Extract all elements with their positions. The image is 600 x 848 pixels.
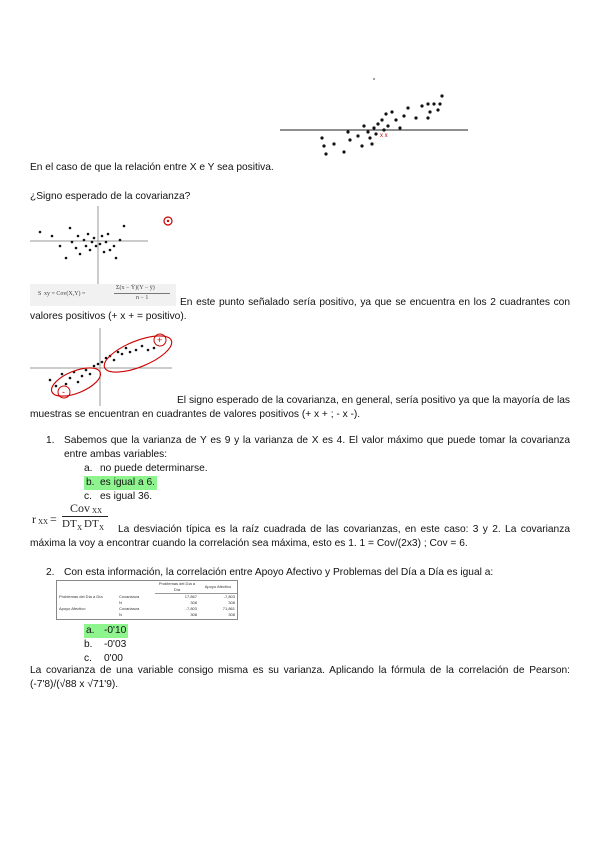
scatter-point bbox=[117, 351, 120, 354]
scatter-point bbox=[79, 253, 82, 256]
scatter-point bbox=[51, 235, 54, 238]
scatter-point bbox=[362, 124, 365, 127]
scatter-point bbox=[390, 110, 393, 113]
question-2-explanation: La covarianza de una variable consigo misma es su varianza. Aplicando la fórmula de la correlación de Pearson: (-7'8)/(√88 x √71'9). bbox=[30, 665, 570, 690]
scatter-point bbox=[103, 251, 106, 254]
scatter-point bbox=[85, 369, 88, 372]
scatter-point bbox=[71, 241, 74, 244]
scatter-point bbox=[55, 385, 58, 388]
scatter-point bbox=[69, 227, 72, 230]
scatter-point bbox=[332, 142, 335, 145]
svg-text:+: + bbox=[157, 335, 163, 345]
scatter-point bbox=[356, 134, 359, 137]
option-a[interactable]: a. no puede determinarse. bbox=[84, 463, 208, 474]
option-b[interactable]: b. -0'03 bbox=[84, 639, 127, 650]
scatter-point bbox=[39, 231, 42, 234]
scatter-point bbox=[49, 379, 52, 382]
scatter-point bbox=[324, 152, 327, 155]
scatter-point bbox=[414, 116, 417, 119]
scatter-point bbox=[123, 225, 126, 228]
svg-text:-: - bbox=[62, 387, 65, 397]
scatter-point bbox=[91, 241, 94, 244]
positive-relation-text: En el caso de que la relación entre X e Y sea positiva. bbox=[30, 162, 274, 173]
scatter-point bbox=[105, 241, 108, 244]
table-row: Apoyo Afectivo Covarianza -7,803 71,861 bbox=[59, 606, 235, 611]
scatter-point bbox=[135, 349, 138, 352]
scatter-point bbox=[366, 130, 369, 133]
question-2: 2. Con esta información, la correlación entre Apoyo Afectivo y Problemas del Día a Día es igual a: bbox=[30, 566, 570, 580]
scatter-point bbox=[360, 144, 363, 147]
scatter-point bbox=[322, 144, 325, 147]
scatter-point bbox=[97, 363, 100, 366]
scatter-point bbox=[438, 102, 441, 105]
scatter-point bbox=[436, 108, 439, 111]
table-header: Apoyo Afectivo bbox=[199, 581, 237, 594]
scatter-point bbox=[101, 361, 104, 364]
scatter-point bbox=[402, 114, 405, 117]
option-b[interactable]: b. es igual a 6. bbox=[86, 477, 155, 488]
scatter-point bbox=[125, 347, 128, 350]
scatter-point bbox=[382, 128, 385, 131]
table-row: N 308 308 bbox=[119, 612, 235, 617]
scatter-point bbox=[406, 106, 409, 109]
scatter-point bbox=[384, 112, 387, 115]
question-1: 1. Sabemos que la varianza de Y es 9 y la varianza de X es 4. El valor máximo que puede tomar la covarianza entre ambas variables: a. no puede determinarse. b. es igual a 6. c. es igual 36. bbox=[46, 435, 570, 502]
scatter-point bbox=[368, 136, 371, 139]
correlation-formula: r XX = Cov XX DT X DT X bbox=[30, 500, 114, 536]
scatter-point bbox=[69, 377, 72, 380]
general-explanation: El signo esperado de la covarianza, en general, sería positivo ya que la mayoría de las muestras se encuentran en cuadrantes de valores positivos (+ x + ; - x -). bbox=[30, 395, 570, 420]
scatter-point bbox=[374, 132, 377, 135]
scatter-point bbox=[121, 353, 124, 356]
scatter-point bbox=[370, 142, 373, 145]
question-1-text: Sabemos que la varianza de Y es 9 y la varianza de X es 4. El valor máximo que puede tomar la covarianza entre ambas variables: bbox=[64, 435, 570, 460]
scatter-point bbox=[426, 116, 429, 119]
scatter-point bbox=[77, 381, 80, 384]
question-1-explanation: La desviación típica es la raíz cuadrada de las covarianzas, en este caso: 3 y 2. La covarianza máxima la voy a encontrar cuando la correlación sea máxima, esto es 1. 1 = Cov/(2x3) ; Cov = 6. bbox=[30, 524, 570, 549]
scatter-point bbox=[129, 351, 132, 354]
scatter-point bbox=[101, 235, 104, 238]
scatter-point bbox=[113, 359, 116, 362]
scatter-point bbox=[376, 122, 379, 125]
question-sign-text: ¿Signo esperado de la covarianza? bbox=[30, 191, 191, 202]
scatter-point bbox=[320, 136, 323, 139]
option-c[interactable]: c. es igual 36. bbox=[84, 491, 153, 502]
question-2-options bbox=[84, 624, 128, 666]
option-a[interactable]: a. -0'10 bbox=[86, 625, 127, 636]
scatter-point bbox=[87, 233, 90, 236]
scatter-point bbox=[81, 375, 84, 378]
scatter-plot-quadrants bbox=[30, 206, 176, 284]
covariance-formula: S xy = Cov(X,Y) = Σ(x − Ȳ)(Y − ȳ) n − 1 bbox=[30, 284, 176, 306]
scatter-point bbox=[380, 118, 383, 121]
scatter-point bbox=[420, 104, 423, 107]
scatter-point bbox=[426, 102, 429, 105]
scatter-point bbox=[59, 245, 62, 248]
scatter-point bbox=[346, 130, 349, 133]
scatter-point bbox=[428, 110, 431, 113]
scatter-point bbox=[77, 235, 80, 238]
scatter-point bbox=[342, 150, 345, 153]
scatter-point bbox=[65, 383, 68, 386]
scatter-point bbox=[147, 349, 150, 352]
scatter-point bbox=[75, 247, 78, 250]
scatter-point bbox=[398, 126, 401, 129]
scatter-point bbox=[372, 126, 375, 129]
question-2-text: Con esta información, la correlación entre Apoyo Afectivo y Problemas del Día a Día es igual a: bbox=[64, 567, 494, 578]
scatter-point bbox=[93, 237, 96, 240]
question-1-options bbox=[84, 462, 570, 504]
scatter-point bbox=[83, 239, 86, 242]
scatter-point bbox=[432, 102, 435, 105]
scatter-point bbox=[109, 249, 112, 252]
covariance-table bbox=[56, 580, 238, 620]
scatter-point bbox=[394, 118, 397, 121]
table-row: Problemas del Día a Día Covarianza 17,867 -7,803 bbox=[59, 593, 235, 599]
scatter-point bbox=[153, 347, 156, 350]
scatter-point bbox=[115, 257, 118, 260]
scatter-point bbox=[386, 124, 389, 127]
scatter-point bbox=[61, 373, 64, 376]
scatter-plot-positive-top bbox=[278, 74, 470, 160]
option-c[interactable]: c. 0'00 bbox=[84, 653, 123, 664]
scatter-point bbox=[440, 94, 443, 97]
scatter-point bbox=[348, 138, 351, 141]
scatter-point bbox=[141, 345, 144, 348]
scatter-point bbox=[107, 233, 110, 236]
scatter-point bbox=[93, 365, 96, 368]
scatter-point bbox=[89, 249, 92, 252]
scatter-point bbox=[95, 245, 98, 248]
point-explanation: En este punto señalado sería positivo, ya que se encuentra en los 2 cuadrantes con valores positivos (+ x + = positivo). bbox=[30, 297, 570, 322]
table-header: Problemas del Día a Día bbox=[155, 581, 199, 594]
scatter-point bbox=[85, 245, 88, 248]
scatter-point bbox=[113, 245, 116, 248]
svg-text:x x: x x bbox=[380, 133, 388, 139]
scatter-point bbox=[65, 257, 68, 260]
scatter-point bbox=[89, 373, 92, 376]
scatter-point bbox=[119, 239, 122, 242]
table-row: N 308 308 bbox=[119, 600, 235, 605]
scatter-point bbox=[99, 243, 102, 246]
